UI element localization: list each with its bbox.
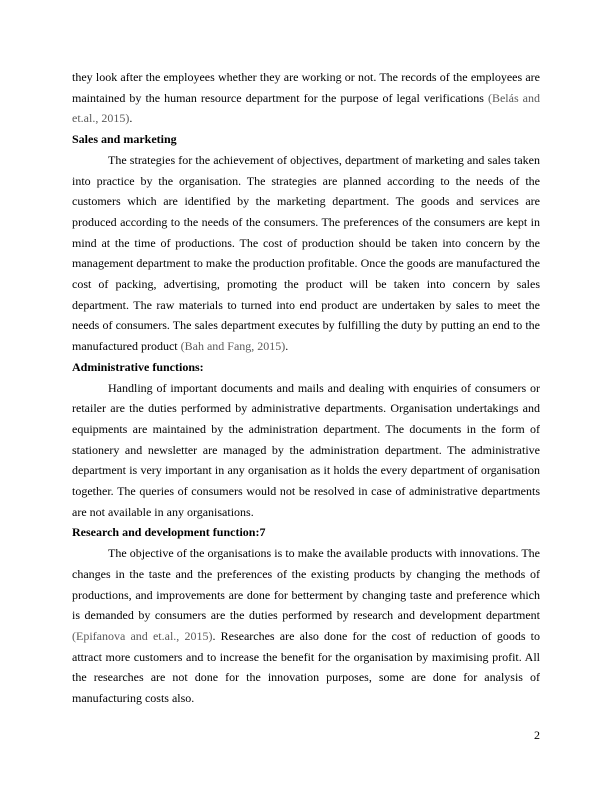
sales-marketing-text: The strategies for the achievement of objectives, department of marketing and sales taken into practice by the organisation. The strategies are planned according to the needs of the customers which are identified by the marketing department. The goods and services are produced according to the needs of the consumers. The preferences of the consumers are kept in mind at the time of productions. The cost of production should be taken into concern by the management department to make the production profitable. Once the goods are manufactured the cost of packing, advertising, promoting the product will be taken into concern by sales department. The raw materials to turned into end product are undertaken by sales to meet the needs of consumers. The sales department executes by fulfilling the duty by putting an end to the manufactured product <box>72 152 540 354</box>
research-development-text-after: . Researches are also done for the cost of reduction of goods to attract more customers and to increase the benefit for the organisation by maximising profit. All the researches are not done for the innovation purposes, some are done for analysis of manufacturing costs also. <box>72 628 540 706</box>
administrative-paragraph: Handling of important documents and mails and dealing with enquiries of consumers or retailer are the duties performed by administrative departments. Organisation undertakings and equipments are maintained by the administration department. The documents in the form of stationery and newsletter are managed by the administration department. The administrative department is very important in any organisation as it holds the every department of organisation together. The queries of consumers would not be resolved in case of administrative departments are not available in any organisations. <box>72 380 540 519</box>
research-development-text: The objective of the organisations is to make the available products with innovations. The changes in the taste and the preferences of the existing products by changing the methods of productions, and improvements are done for betterment by changing taste and preference which is demanded by consumers are the duties performed by research and development department <box>72 546 540 623</box>
intro-text: they look after the employees whether they are working or not. The records of the employees are maintained by the human resource department for the purpose of legal verifications <box>72 70 540 105</box>
section-heading-research-development: Research and development function:7 <box>72 525 266 540</box>
sales-marketing-end: . <box>285 339 289 354</box>
section-heading-administrative: Administrative functions: <box>72 359 204 374</box>
citation: (Bah and Fang, 2015) <box>180 339 286 354</box>
page-body <box>72 67 540 709</box>
citation: (Epifanova and et.al., 2015) <box>72 628 213 643</box>
sales-marketing-paragraph <box>72 150 540 357</box>
section-heading-sales-marketing: Sales and marketing <box>72 132 177 147</box>
research-development-paragraph <box>72 543 540 709</box>
intro-end: . <box>129 111 133 126</box>
citation: (Belás and et.al., 2015) <box>72 90 540 126</box>
intro-paragraph <box>72 67 540 129</box>
page-number: 2 <box>534 728 540 742</box>
